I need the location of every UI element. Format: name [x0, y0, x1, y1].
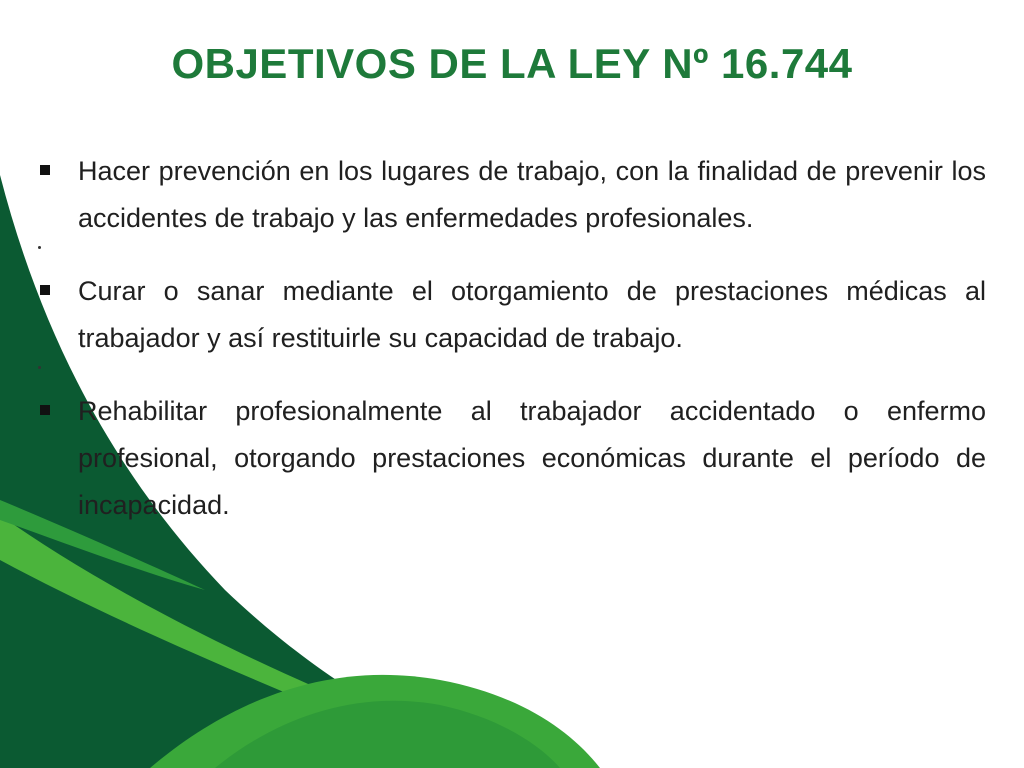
square-bullet-icon: [40, 165, 50, 175]
square-bullet-icon: [40, 285, 50, 295]
list-item-text: Curar o sanar mediante el otorgamiento de prestaciones médicas al trabajador y así restituirle su capacidad de trabajo.: [78, 276, 986, 353]
dot-icon: [38, 246, 41, 249]
list-item-text: Rehabilitar profesionalmente al trabajador accidentado o enfermo profesional, otorgando prestaciones económicas durante el período de incapacidad.: [78, 396, 986, 520]
list-item: [36, 148, 986, 242]
objectives-list: [36, 148, 986, 529]
dot-icon: [38, 366, 41, 369]
square-bullet-icon: [40, 405, 50, 415]
separator-dot: [36, 242, 986, 268]
slide-title: OBJETIVOS DE LA LEY Nº 16.744: [171, 40, 853, 87]
list-item-text: Hacer prevención en los lugares de trabajo, con la finalidad de prevenir los accidentes de trabajo y las enfermedades profesionales.: [78, 156, 986, 233]
separator-dot: [36, 362, 986, 388]
list-item: [36, 388, 986, 529]
list-item: [36, 268, 986, 362]
